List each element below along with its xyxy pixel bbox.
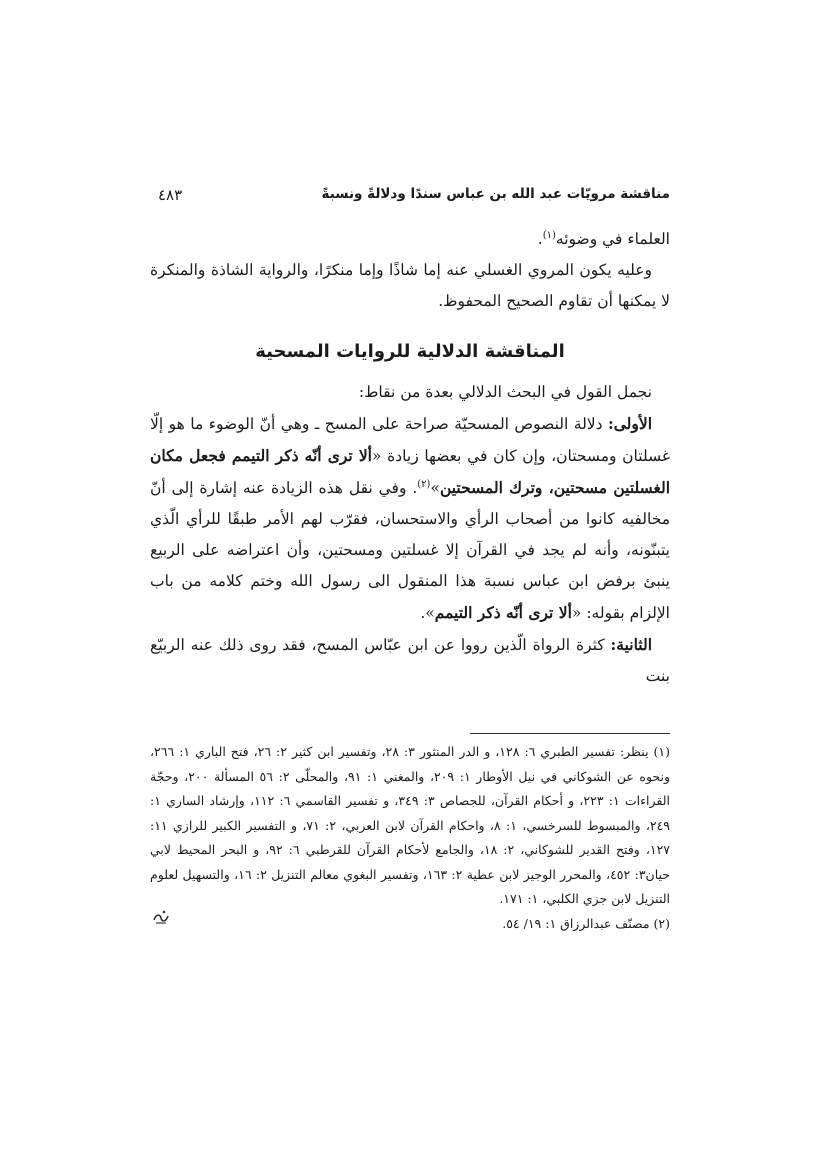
footnote-ref-2: (٢)	[417, 478, 431, 490]
footnote-2: (٢) مصنّف عبدالرزاق ١: ١٩/ ٥٤.	[502, 915, 670, 931]
paragraph-4: الأولى: دلالة النصوص المسحيّة صراحة على المسح ـ وهي أنّ الوضوء ما هو إلّا غسلتان ومسحتان، وإن كان في بعضها زيادة «ألا ترى أنّه ذكر التيمم فجعل مكان الغسلتين مسحتين، وترك المسحتين»$^{(٢)}$. وفي نقل هذه الزيادة عنه إشارة إلى أنّ مخالفيه كانوا من أصحاب الرأي والاستحسان، فقرّب لهم الأمر طبقًا للرأي الّذي يتبنّونه، وأنه لم يجد في القرآن إلا غسلتين ومسحتين، وأن اعتراضه على الربيع ينبئ برفض ابن عباس نسبة هذا المنقول الى رسول الله وختم كلامه من باب الإلزام بقوله: «ألا ترى أنّه ذكر التيمم».	[150, 414, 671, 622]
footnote-divider	[470, 733, 670, 734]
paragraph-3: نجمل القول في البحث الدلالي بعدة من نقاط:	[358, 383, 652, 401]
running-header	[150, 186, 670, 210]
footnote-ref-1: (١)	[542, 229, 556, 241]
footnote-1: (١) ينظر: تفسير الطبري ٦: ١٢٨، و الدر المنثور ٣: ٢٨، وتفسير ابن كثير ٢: ٢٦، فتح الباري ١: ٢٦٦، ونحوه عن الشوكاني في نيل الأوطار ١: ٢٠٩، والمغني ١: ٩١، والمحلّى ٢: ٥٦ المسألة ٢٠٠، وحجّة القراءات ١: ٢٢٣، و أحكام القرآن، للجصاص ٣: ٣٤٩، و تفسير القاسمي ٦: ١١٢، وإرشاد الساري ١: ٢٤٩، والمبسوط للسرخسي، ١: ٨، واحكام القرآن لابن العربي، ٢: ٧١، و التفسير الكبير للرازي ١١: ١٢٧، وفتح القدير للشوكاني، ٢: ١٨، والجامع لأحكام القرآن للقرطبي ٦: ٩٢، و البحر المحيط لابي حيان٣: ٤٥٢، والمحرر الوجيز لابن عطية ٢: ١٦٣، وتفسير البغوي معالم التنزيل ٢: ١٦، والتسهيل لعلوم التنزيل لابن جزي الكلبي، ١: ١٧١.	[150, 744, 671, 906]
running-header-title: مناقشة مرويّات عبد الله بن عباس سندًا ودلالةً ونسبةً	[321, 186, 670, 202]
main-text	[150, 224, 670, 692]
quoted-addition: ألا ترى أنّه ذكر التيمم فجعل مكان الغسلتين مسحتين، وترك المسحتين	[150, 446, 671, 497]
paragraph-5: الثانية: كثرة الرواة الّذين رووا عن ابن عبّاس المسح، فقد روى ذلك عنه الربيّع بنت	[150, 635, 670, 685]
paragraph-1: العلماء في وضوئه$^{(١)}$.	[537, 229, 670, 248]
footnotes	[150, 740, 670, 936]
paragraph-2: وعليه يكون المروي الغسلي عنه إما شاذًا وإما منكرًا، والرواية الشاذة والمنكرة لا يمكنها أن تقاوم الصحيح المحفوظ.	[150, 261, 670, 310]
point-label-first: الأولى:	[608, 414, 652, 433]
publisher-mark-icon	[150, 906, 172, 928]
point-label-second: الثانية:	[610, 635, 652, 654]
section-heading: المناقشة الدلالية للروايات المسحية	[255, 341, 565, 362]
page-number: ٤٨٣	[158, 186, 183, 204]
quoted-phrase: ألا ترى أنّه ذكر التيمم	[434, 603, 572, 622]
